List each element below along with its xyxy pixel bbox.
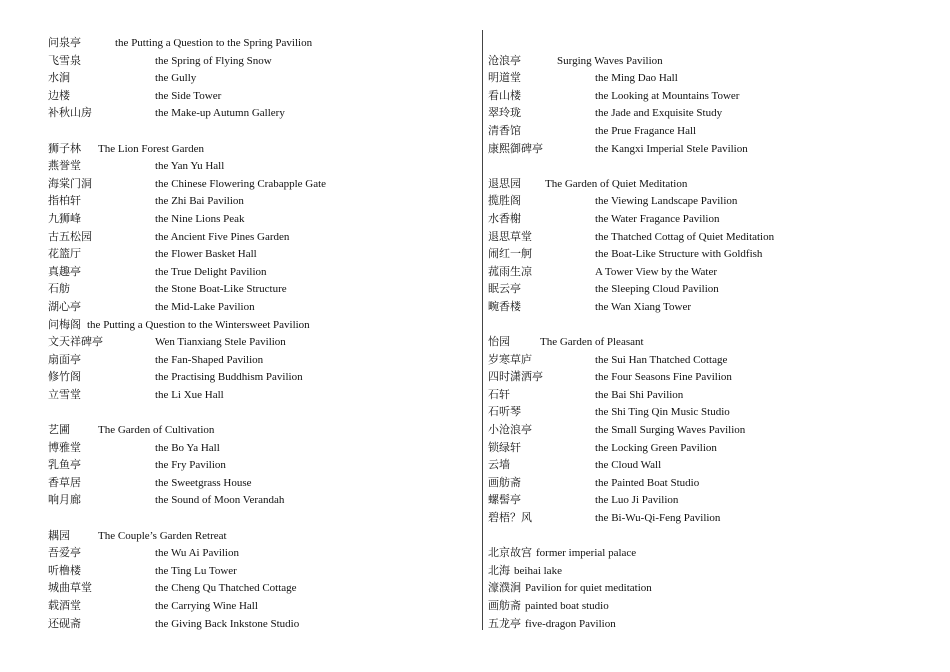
chinese-term: 眠云亭: [488, 283, 521, 296]
english-translation: the Make-up Autumn Gallery: [155, 107, 285, 120]
chinese-term: 康熙御碑亭: [488, 142, 543, 155]
english-translation: the Small Surging Waves Pavilion: [595, 424, 746, 437]
english-translation: the Water Fragance Pavilion: [595, 212, 720, 225]
glossary-entry: [488, 580, 928, 598]
english-translation: the Sweetgrass House: [155, 476, 252, 489]
english-translation: the Ming Dao Hall: [595, 72, 678, 85]
english-translation: the Bai Shi Pavilion: [595, 388, 684, 401]
english-translation: the Gully: [155, 72, 197, 85]
glossary-item: [48, 53, 468, 71]
english-translation: A Tower View by the Water: [595, 265, 718, 278]
english-translation: the Looking at Mountains Tower: [595, 89, 740, 102]
english-translation: the Sleeping Cloud Pavilion: [595, 283, 719, 296]
chinese-term: 响月廊: [48, 494, 81, 507]
english-translation: The Garden of Pleasant: [540, 336, 644, 349]
chinese-term: 云墙: [488, 459, 510, 472]
english-translation: the Ancient Five Pines Garden: [155, 230, 290, 243]
english-translation: The Garden of Quiet Meditation: [545, 177, 688, 190]
chinese-term: 听橹楼: [48, 564, 81, 577]
english-translation: the Sound of Moon Verandah: [155, 494, 285, 507]
glossary-item: [488, 510, 928, 528]
english-translation: the Flower Basket Hall: [155, 248, 257, 261]
chinese-term: 真趣亭: [48, 265, 81, 278]
english-translation: beihai lake: [514, 564, 562, 577]
chinese-term: 画舫斋: [488, 600, 521, 612]
chinese-term: 明道堂: [488, 72, 521, 85]
chinese-term: 濠濮涧: [488, 582, 521, 595]
chinese-term: 燕誉堂: [48, 160, 81, 173]
chinese-term: 文天祥碑亭: [48, 336, 103, 349]
section-header: [48, 35, 468, 53]
glossary-item: [48, 158, 468, 176]
glossary-entry: [488, 616, 928, 634]
glossary-item: [48, 492, 468, 510]
chinese-term: 看山楼: [488, 89, 521, 102]
chinese-term: 乳鱼亭: [48, 459, 81, 472]
english-translation: the Side Tower: [155, 89, 222, 102]
glossary-entry: [488, 545, 928, 563]
chinese-term: 螺髻亭: [488, 494, 521, 507]
english-translation: the Prue Fragance Hall: [595, 124, 697, 137]
glossary-item: [488, 369, 928, 387]
english-translation: the Giving Back Inkstone Studio: [155, 617, 300, 630]
glossary-item: [488, 475, 928, 493]
glossary-item: [48, 545, 468, 563]
english-translation: The Lion Forest Garden: [98, 142, 204, 155]
glossary-item: [48, 598, 468, 616]
chinese-term: 退思草堂: [488, 230, 532, 243]
glossary-item: [48, 440, 468, 458]
right-column: [488, 35, 928, 633]
glossary-item: [48, 193, 468, 211]
english-translation: the Carrying Wine Hall: [155, 600, 258, 612]
chinese-term: 水香榭: [488, 212, 521, 225]
chinese-term: 北京故宫: [488, 547, 532, 560]
chinese-term: 耦园: [48, 529, 70, 542]
english-translation: The Garden of Cultivation: [98, 424, 215, 437]
chinese-term: 湖心亭: [48, 300, 81, 313]
english-translation: The Couple’s Garden Retreat: [98, 529, 227, 542]
chinese-term: 补秋山房: [48, 107, 92, 120]
english-translation: the Four Seasons Fine Pavilion: [595, 371, 732, 384]
glossary-item: [488, 404, 928, 422]
chinese-term: 岁寒草庐: [488, 353, 532, 366]
chinese-term: 艺圃: [48, 424, 70, 437]
chinese-term: 扇面亭: [48, 353, 81, 366]
glossary-entry: [488, 563, 928, 581]
chinese-term: 石舫: [48, 283, 70, 296]
chinese-term: 锁绿轩: [488, 441, 521, 454]
section-header: [48, 422, 468, 440]
chinese-term: 海棠门洞: [48, 177, 92, 190]
chinese-term: 还砚斋: [48, 617, 81, 630]
english-translation: Wen Tianxiang Stele Pavilion: [155, 336, 286, 349]
english-translation: the Sui Han Thatched Cottage: [595, 353, 728, 366]
english-translation: the Cheng Qu Thatched Cottage: [155, 582, 297, 595]
chinese-term: 立雪堂: [48, 388, 81, 401]
chinese-term: 九狮峰: [48, 212, 81, 225]
glossary-item: [488, 88, 928, 106]
chinese-term: 怡园: [488, 336, 510, 349]
blank-line: [48, 123, 468, 141]
chinese-term: 问梅阁: [48, 318, 81, 331]
english-translation: Surging Waves Pavilion: [557, 54, 663, 67]
glossary-item: [48, 475, 468, 493]
chinese-term: 清香馆: [488, 124, 521, 137]
chinese-term: 畹香楼: [488, 300, 521, 313]
english-translation: the Fry Pavilion: [155, 459, 226, 472]
english-translation: the Luo Ji Pavilion: [595, 494, 679, 507]
english-translation: the Locking Green Pavilion: [595, 441, 717, 454]
english-translation: the Practising Buddhism Pavilion: [155, 371, 303, 384]
glossary-item: [488, 299, 928, 317]
chinese-term: 飞雪泉: [48, 54, 81, 67]
chinese-term: 石轩: [488, 388, 510, 401]
blank-line: [48, 510, 468, 528]
english-translation: the Wu Ai Pavilion: [155, 547, 239, 560]
english-translation: former imperial palace: [536, 547, 637, 560]
chinese-term: 香草居: [48, 476, 81, 489]
glossary-item: [48, 88, 468, 106]
chinese-term: 翠玲珑: [488, 107, 521, 120]
english-translation: the Jade and Exquisite Study: [595, 107, 723, 120]
english-translation: the Bi-Wu-Qi-Feng Pavilion: [595, 512, 721, 525]
column-divider: [482, 30, 483, 630]
chinese-term: 花篮厅: [48, 248, 81, 261]
chinese-term: 载酒堂: [48, 600, 81, 612]
chinese-term: 北海: [488, 564, 510, 577]
blank-line: [488, 35, 928, 53]
glossary-item: [488, 246, 928, 264]
glossary-item: [488, 352, 928, 370]
glossary-item: [48, 580, 468, 598]
blank-line: [48, 404, 468, 422]
chinese-term: 指柏轩: [48, 195, 81, 208]
chinese-term: 修竹阁: [48, 371, 81, 384]
chinese-term: 菰雨生凉: [488, 265, 532, 278]
english-translation: the Ting Lu Tower: [155, 564, 237, 577]
english-translation: the Mid-Lake Pavilion: [155, 300, 255, 313]
chinese-term: 闹红一舸: [488, 248, 532, 261]
english-translation: Pavilion for quiet meditation: [525, 582, 652, 595]
chinese-term: 问泉亭: [48, 37, 81, 49]
glossary-item: [48, 334, 468, 352]
english-translation: the Spring of Flying Snow: [155, 54, 272, 67]
english-translation: the Kangxi Imperial Stele Pavilion: [595, 142, 748, 155]
glossary-item: [48, 246, 468, 264]
glossary-item: [48, 616, 468, 634]
chinese-term: 四时潇洒亭: [488, 371, 543, 384]
glossary-item: [488, 492, 928, 510]
section-header: [488, 53, 928, 71]
glossary-item: [48, 176, 468, 194]
glossary-item: [488, 264, 928, 282]
english-translation: the Bo Ya Hall: [155, 441, 220, 454]
english-translation: the Viewing Landscape Pavilion: [595, 195, 738, 208]
glossary-item: [48, 457, 468, 475]
glossary-item: [48, 281, 468, 299]
chinese-term: 碧梧？风: [488, 512, 532, 525]
glossary-item: [488, 193, 928, 211]
english-translation: the Chinese Flowering Crabapple Gate: [155, 177, 327, 190]
chinese-term: 揽胜阁: [488, 195, 521, 208]
glossary-item: [48, 105, 468, 123]
glossary-item: [488, 70, 928, 88]
english-translation: the Fan-Shaped Pavilion: [155, 353, 264, 366]
chinese-term: 画舫斋: [488, 476, 521, 489]
glossary-item: [488, 281, 928, 299]
glossary-item: [488, 141, 928, 159]
glossary-item: [488, 440, 928, 458]
english-translation: the Nine Lions Peak: [155, 212, 245, 225]
glossary-item: [488, 123, 928, 141]
english-translation: the Putting a Question to the Spring Pavilion: [115, 37, 313, 49]
chinese-term: 城曲草堂: [48, 582, 92, 595]
glossary-item: [48, 229, 468, 247]
chinese-term: 吾爱亭: [48, 547, 81, 560]
english-translation: the Boat-Like Structure with Goldfish: [595, 248, 763, 261]
glossary-item: [48, 369, 468, 387]
english-translation: the Cloud Wall: [595, 459, 662, 472]
chinese-term: 古五松园: [48, 230, 92, 243]
english-translation: the Painted Boat Studio: [595, 476, 700, 489]
english-translation: the Putting a Question to the Wintersweet Pavilion: [87, 318, 310, 331]
chinese-term: 退思园: [488, 177, 521, 190]
chinese-term: 沧浪亭: [488, 54, 521, 67]
left-column: [48, 35, 468, 633]
glossary-item: [488, 211, 928, 229]
glossary-item: [48, 264, 468, 282]
chinese-term: 博雅堂: [48, 441, 81, 454]
chinese-term: 小沧浪亭: [488, 424, 532, 437]
chinese-term: 边楼: [48, 89, 70, 102]
blank-line: [488, 528, 928, 546]
glossary-item: [488, 422, 928, 440]
glossary-item: [48, 387, 468, 405]
english-translation: the Shi Ting Qin Music Studio: [595, 406, 730, 419]
glossary-item: [488, 457, 928, 475]
blank-line: [488, 317, 928, 335]
english-translation: the Stone Boat-Like Structure: [155, 283, 287, 296]
glossary-entry: [488, 598, 928, 616]
section-header: [488, 334, 928, 352]
chinese-term: 水涧: [48, 72, 70, 85]
glossary-item: [48, 211, 468, 229]
glossary-item: [488, 105, 928, 123]
section-header: [48, 528, 468, 546]
english-translation: five-dragon Pavilion: [525, 617, 616, 630]
english-translation: the Zhi Bai Pavilion: [155, 195, 244, 208]
chinese-term: 狮子林: [48, 142, 81, 155]
english-translation: painted boat studio: [525, 600, 609, 612]
chinese-term: 石听琴: [488, 406, 521, 419]
section-header: [48, 141, 468, 159]
glossary-item: [48, 70, 468, 88]
glossary-item: [48, 563, 468, 581]
english-translation: the Li Xue Hall: [155, 388, 224, 401]
glossary-item: [488, 387, 928, 405]
glossary-item: [48, 299, 468, 317]
section-header: [48, 317, 468, 335]
english-translation: the Thatched Cottag of Quiet Meditation: [595, 230, 775, 243]
section-header: [488, 176, 928, 194]
glossary-item: [48, 352, 468, 370]
english-translation: the True Delight Pavilion: [155, 265, 267, 278]
blank-line: [488, 158, 928, 176]
chinese-term: 五龙亭: [488, 617, 521, 630]
english-translation: the Yan Yu Hall: [155, 160, 225, 173]
glossary-item: [488, 229, 928, 247]
english-translation: the Wan Xiang Tower: [595, 300, 691, 313]
